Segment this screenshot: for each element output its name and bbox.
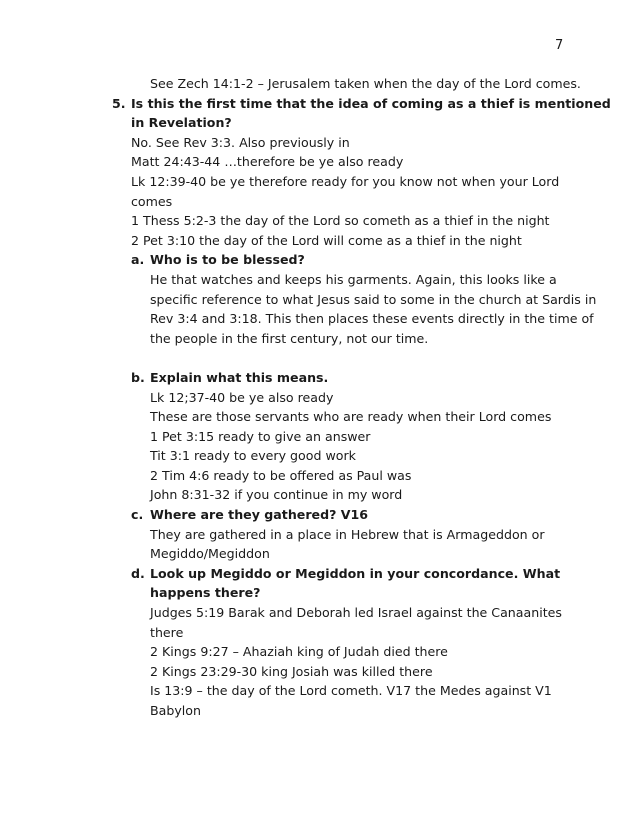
question-5-line-1 (0, 94, 638, 114)
question-5-line-2: in Revelation? (131, 115, 232, 131)
document-body (0, 74, 638, 721)
answer-b-line: These are those servants who are ready when their Lord comes (150, 409, 552, 425)
subquestion-a-text: Who is to be blessed? (150, 252, 305, 268)
answer-d-line: 2 Kings 23:29-30 king Josiah was killed there (150, 663, 433, 679)
answer-c-line: They are gathered in a place in Hebrew that is Armageddon or (150, 526, 545, 542)
subquestion-c-text: Where are they gathered? V16 (150, 507, 369, 523)
subquestion-d-text: Look up Megiddo or Megiddon in your concordance. What (150, 565, 561, 581)
answer-5-line: 2 Pet 3:10 the day of the Lord will come as a thief in the night (131, 232, 522, 248)
subquestion-b (0, 368, 638, 388)
answer-5-line: 1 Thess 5:2-3 the day of the Lord so cometh as a thief in the night (131, 213, 550, 229)
answer-b-line: 1 Pet 3:15 ready to give an answer (150, 428, 371, 444)
subquestion-a-letter: a. (131, 252, 145, 268)
answer-c-line: Megiddo/Megiddon (150, 546, 270, 562)
subquestion-b-text: Explain what this means. (150, 369, 329, 385)
answer-d-line: Judges 5:19 Barak and Deborah led Israel against the Canaanites (150, 605, 562, 621)
subquestion-d-line-2: happens there? (150, 585, 261, 601)
question-5-text: Is this the first time that the idea of coming as a thief is mentioned (131, 95, 611, 111)
top-line: See Zech 14:1-2 – Jerusalem taken when the day of the Lord comes. (150, 76, 581, 91)
answer-5-line: No. See Rev 3:3. Also previously in (131, 134, 350, 150)
blank-line (0, 348, 638, 368)
subquestion-d-letter: d. (131, 565, 145, 581)
answer-b-line: John 8:31-32 if you continue in my word (150, 487, 403, 503)
answer-a-line: specific reference to what Jesus said to some in the church at Sardis in (150, 291, 597, 307)
answer-a-line: the people in the first century, not our time. (150, 330, 429, 346)
subquestion-b-letter: b. (131, 369, 145, 385)
answer-b-line: Lk 12;37-40 be ye also ready (150, 389, 334, 405)
answer-a-line: He that watches and keeps his garments. Again, this looks like a (150, 271, 557, 287)
answer-d-line: there (150, 624, 184, 640)
answer-5-line: comes (131, 193, 173, 209)
answer-d-line: Is 13:9 – the day of the Lord cometh. V17 the Medes against V1 (150, 683, 552, 699)
answer-5-line: Lk 12:39-40 be ye therefore ready for you know not when your Lord (131, 173, 560, 189)
answer-b-line: Tit 3:1 ready to every good work (150, 448, 356, 464)
subquestion-d (0, 564, 638, 584)
answer-a-line: Rev 3:4 and 3:18. This then places these events directly in the time of (150, 311, 594, 327)
answer-d-line: Babylon (150, 703, 201, 718)
answer-5-line: Matt 24:43-44 …therefore be ye also ready (131, 154, 404, 170)
page-number: 7 (555, 38, 564, 53)
subquestion-c-letter: c. (131, 507, 144, 523)
answer-b-line: 2 Tim 4:6 ready to be offered as Paul was (150, 467, 412, 483)
subquestion-a (0, 250, 638, 270)
subquestion-c (0, 505, 638, 525)
question-5-number: 5. (112, 95, 126, 111)
answer-d-line: 2 Kings 9:27 – Ahaziah king of Judah died there (150, 644, 448, 660)
